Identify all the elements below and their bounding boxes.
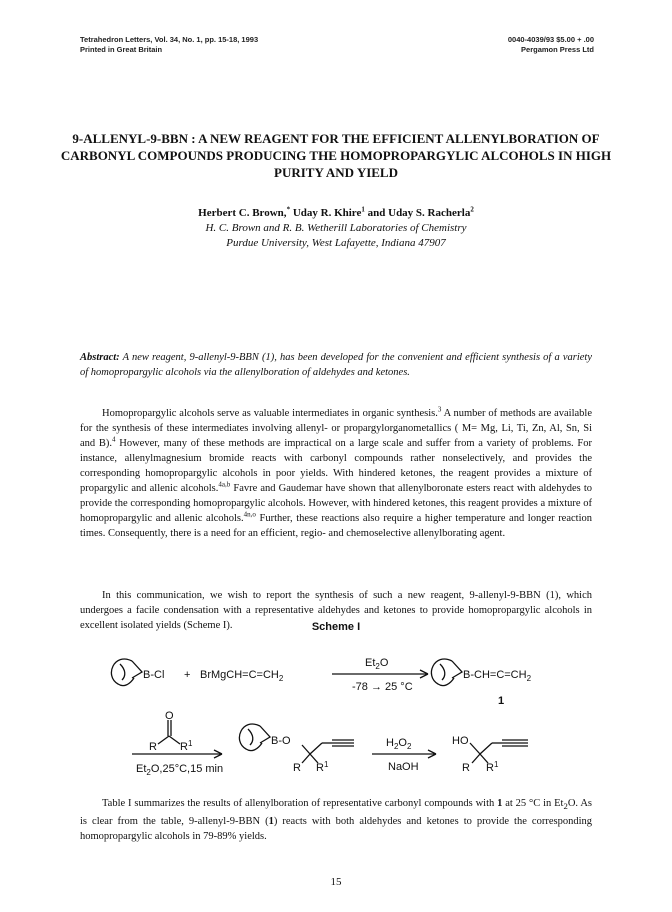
para3-s4: ) reacts with both aldehydes and ketones to provide the corresponding homopropargylic alcohols in 79-89% yields. (80, 816, 592, 843)
conditions-2: $Et_2O,25^\circ C,15$ min (136, 763, 224, 777)
bbn-bridge-reactant (120, 664, 125, 680)
journal-citation: Tetrahedron Letters, Vol. 34, No. 1, pp. 15-18, 1993 (80, 35, 259, 44)
author-and: and (364, 207, 389, 219)
para3-compound-1: 1 (497, 798, 503, 809)
ref-3: 3 (437, 405, 442, 414)
base-label: NaOH (388, 761, 419, 773)
abstract-text: A new reagent, 9-allenyl-9-BBN (1), has been developed for the convenient and efficient synthesis of a variety of homopropargylic alcohols via the allenylboration of aldehydes and ketones. (80, 352, 592, 378)
carbonyl-oxygen: O (165, 710, 174, 722)
ester-r: R (293, 762, 301, 774)
author-brown-mark: * (286, 205, 291, 214)
abstract (80, 350, 592, 380)
address: Purdue University, West Lafayette, Indiana 47907 (226, 237, 446, 249)
para1-s5: Further, these reactions also require a higher temperature and longer reaction times. Consequently, there is a need for an efficient, regio- and chemoselective allenylborating agent. (80, 513, 593, 539)
temperature-label: -78 → 25 °C (352, 681, 413, 693)
alcohol-r: R (462, 762, 470, 774)
grignard-label: $BrMgCH=C=CH_2$ (200, 669, 284, 683)
abstract-label: Abstract: (80, 352, 120, 363)
author-brown: Herbert C. Brown, (198, 207, 287, 219)
scheme-label: Scheme I (311, 621, 361, 633)
publisher-header (508, 35, 594, 54)
plus-sign: + (184, 669, 191, 681)
para1-s3: However, many of these methods are impractical on a large scale and suffer from a variety of problems. For instance, allenylmagnesium bromide reacts with carbonyl compounds rather nonselectively, and provides the corresponding homopropargylic alcohols in poor yields. With hindered ketones, the reagent provides a mixture of propargylic and allenic alcohols. (80, 438, 592, 494)
paragraph-results (80, 796, 592, 844)
affiliation: H. C. Brown and R. B. Wetherill Laboratories of Chemistry (205, 222, 467, 234)
page-number: 15 (330, 876, 342, 888)
carbonyl-r: R (149, 741, 157, 753)
printed-in: Printed in Great Britain (80, 44, 163, 54)
reaction-scheme (0, 640, 672, 790)
bcl-label: B-Cl (143, 669, 165, 681)
author-block (60, 206, 612, 251)
publisher-name: Pergamon Press Ltd (521, 44, 594, 54)
author-khire: Uday R. Khire (290, 207, 362, 219)
solvent-label-1: $Et_2O$ (365, 657, 389, 671)
para3-s1: Table I summarizes the results of allenylboration of representative carbonyl compounds with (102, 798, 498, 809)
bbn-ring-ester (239, 724, 270, 751)
paper-title: 9-ALLENYL-9-BBN : A NEW REAGENT FOR THE EFFICIENT ALLENYLBORATION OF CARBONYL COMPOUNDS PRODUCING THE HOMOPROPARGYLIC ALCOHOLS IN HIGH PURITY AND YIELD (60, 131, 612, 180)
hydroxyl-label: HO (452, 735, 469, 747)
ester-r1: $R^1$ (316, 760, 329, 774)
bbn-ring-reactant (111, 659, 142, 686)
bbn-ring-product (431, 659, 462, 686)
para3-compound-1b: 1 (268, 816, 274, 828)
ref-4no: 4n,o (243, 510, 256, 519)
author-khire-mark: 1 (361, 205, 365, 214)
author-racherla-mark: 2 (470, 205, 474, 214)
para2-s1: In this communication, we wish to report the synthesis of such a new reagent, 9-allenyl-9-BBN (1), which undergoes a facile condensation with a representative aldehydes and ketones to provide homopropargylic alcohols in excellent isolated yields (Scheme I). (80, 590, 592, 631)
para1-s1: Homopropargylic alcohols serve as valuable intermediates in organic synthesis. (102, 408, 438, 419)
para3-s3: O. As is clear from the table, 9-allenyl-9-BBN ( (80, 798, 592, 828)
ref-4: 4 (112, 435, 116, 444)
compound-number-1: 1 (498, 695, 505, 707)
para3-s2: at 25 °C in Et (502, 798, 564, 809)
author-names (60, 206, 612, 221)
issn-price: 0040-4039/93 $5.00 + .00 (507, 35, 594, 44)
product-1-label: $B-CH=C=CH_2$ (463, 669, 532, 683)
author-racherla: Uday S. Racherla (388, 207, 471, 219)
para1-s4: Favre and Gaudemar have shown that allenylboronate esters react with aldehydes to provide the corresponding homopropargylic alcohols. However, with hindered ketones, this reagent provides a mixture of homopropargylic and allenic alcohols. (80, 483, 592, 524)
paragraph-intro (80, 406, 592, 541)
bo-label: B-O (271, 735, 291, 747)
alcohol-r1: $R^1$ (486, 760, 499, 774)
carbonyl-r1: $R^1$ (180, 739, 193, 753)
journal-header (80, 35, 258, 54)
para1-s2: A number of methods are available for the synthesis of these intermediates involving allenyl- or propargylorganometallics ( M= Mg, Li, Ti, Zn, Al, Sn, Si and B). (80, 408, 592, 449)
oxidant-label: $H_2O_2$ (386, 737, 412, 751)
ref-4ab: 4a,b (218, 480, 231, 489)
para3-sub: 2 (563, 801, 568, 812)
